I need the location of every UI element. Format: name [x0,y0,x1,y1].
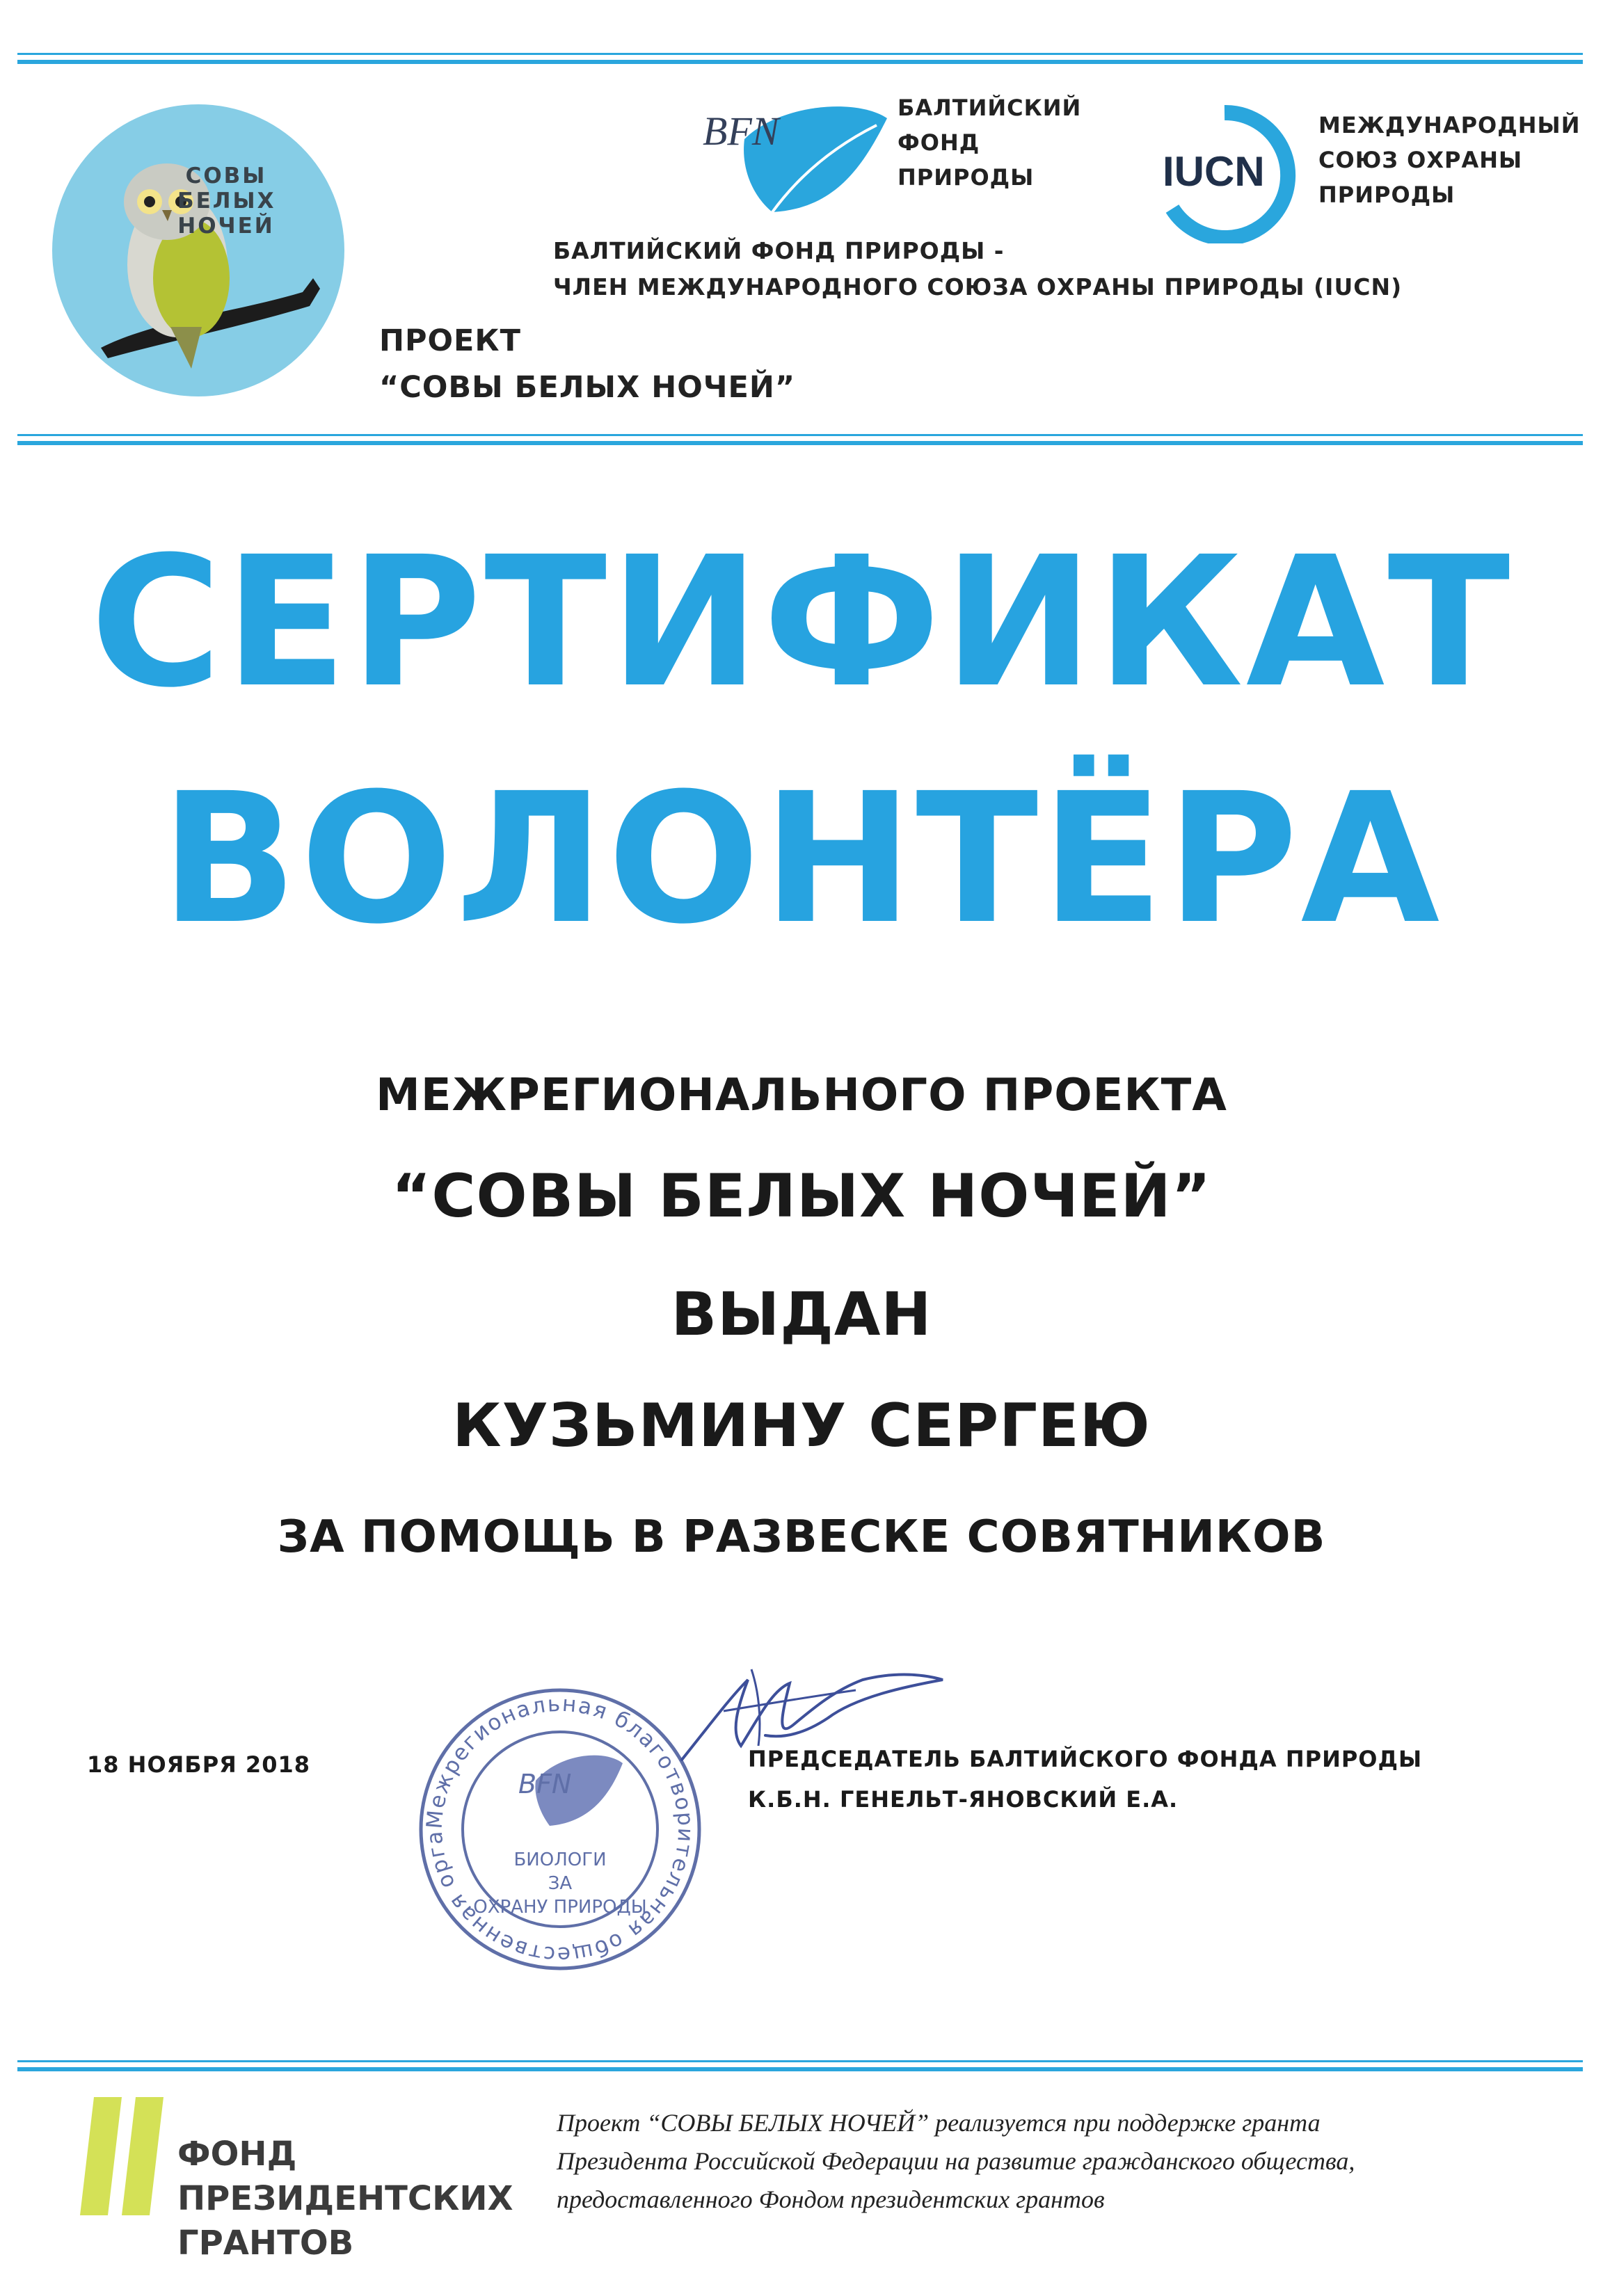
owl-logo-line-1: СОВЫ [185,163,267,188]
header-bottom-rule [17,434,1583,445]
membership-statement [553,233,1402,305]
iucn-name-line-2: СОЮЗ ОХРАНЫ [1318,147,1523,173]
footer-rule [17,2060,1583,2071]
stamp-center-line-2: ЗА [548,1873,573,1894]
fund-name-line-1: ФОНД [177,2135,297,2174]
reason-line: ЗА ПОМОЩЬ В РАЗВЕСКЕ СОВЯТНИКОВ [277,1511,1326,1563]
bfn-name-line-2: ФОНД [898,129,980,156]
fund-name-line-3: ГРАНТОВ [177,2224,354,2263]
grant-note [557,2104,1531,2219]
issue-date: 18 НОЯБРЯ 2018 [87,1751,310,1778]
iucn-logo [1145,104,1305,243]
bfn-name-line-3: ПРИРОДЫ [898,164,1035,191]
stamp-center-line-3: ОХРАНУ ПРИРОДЫ [473,1897,647,1918]
membership-line-2: ЧЛЕН МЕЖДУНАРОДНОГО СОЮЗА ОХРАНЫ ПРИРОДЫ (IUCN) [553,273,1403,300]
fund-name-line-2: ПРЕЗИДЕНТСКИХ [177,2179,513,2218]
stamp-center-line-1: БИОЛОГИ [513,1849,607,1870]
grant-note-line-3: предоставленного Фондом президентских грантов [557,2185,1105,2213]
iucn-org-name [1318,108,1580,212]
iucn-name-line-1: МЕЖДУНАРОДНЫЙ [1318,112,1581,138]
project-label-line-1: ПРОЕКТ [379,323,521,358]
chair-block [748,1739,1422,1820]
grant-note-line-2: Президента Российской Федерации на развитие гражданского общества, [557,2147,1355,2175]
project-label [379,318,795,411]
certificate-title: СЕРТИФИКАТ [90,518,1513,727]
fund-name [177,2132,513,2265]
fund-stripes-icon [80,2097,177,2215]
bfn-name-line-1: БАЛТИЙСКИЙ [898,95,1082,121]
header-top-rule [17,53,1583,64]
iucn-name-line-3: ПРИРОДЫ [1318,182,1456,208]
owl-icon [52,104,344,396]
body-issued: ВЫДАН [671,1280,932,1349]
recipient-name: КУЗЬМИНУ СЕРГЕЮ [452,1391,1151,1461]
project-label-line-2: “СОВЫ БЕЛЫХ НОЧЕЙ” [379,370,796,405]
stamp-ring-text: Межрегиональная благотворительная общественная орга [422,1691,699,1968]
membership-line-1: БАЛТИЙСКИЙ ФОНД ПРИРОДЫ - [553,237,1005,264]
iucn-logo-text: IUCN [1158,147,1269,195]
body-line-project-type: МЕЖРЕГИОНАЛЬНОГО ПРОЕКТА [376,1070,1227,1121]
body-project-name: “СОВЫ БЕЛЫХ НОЧЕЙ” [391,1162,1212,1231]
owl-logo-line-2: БЕЛЫХ [177,188,276,214]
presidential-grants-fund-logo [80,2097,177,2215]
bfn-logo-text: BFN [703,109,779,154]
grant-note-line-1: Проект “СОВЫ БЕЛЫХ НОЧЕЙ” реализуется при поддержке гранта [557,2109,1321,2137]
chair-name: К.Б.Н. ГЕНЕЛЬТ-ЯНОВСКИЙ Е.А. [748,1786,1179,1813]
certificate-subtitle: ВОЛОНТЁРА [160,755,1443,963]
owl-logo-line-3: НОЧЕЙ [177,214,275,239]
bfn-org-name [898,90,1081,195]
bfn-logo [696,90,891,230]
owl-project-logo [52,104,344,396]
stamp-logo-text: BFN [518,1769,572,1799]
chair-title: ПРЕДСЕДАТЕЛЬ БАЛТИЙСКОГО ФОНДА ПРИРОДЫ [748,1746,1423,1772]
